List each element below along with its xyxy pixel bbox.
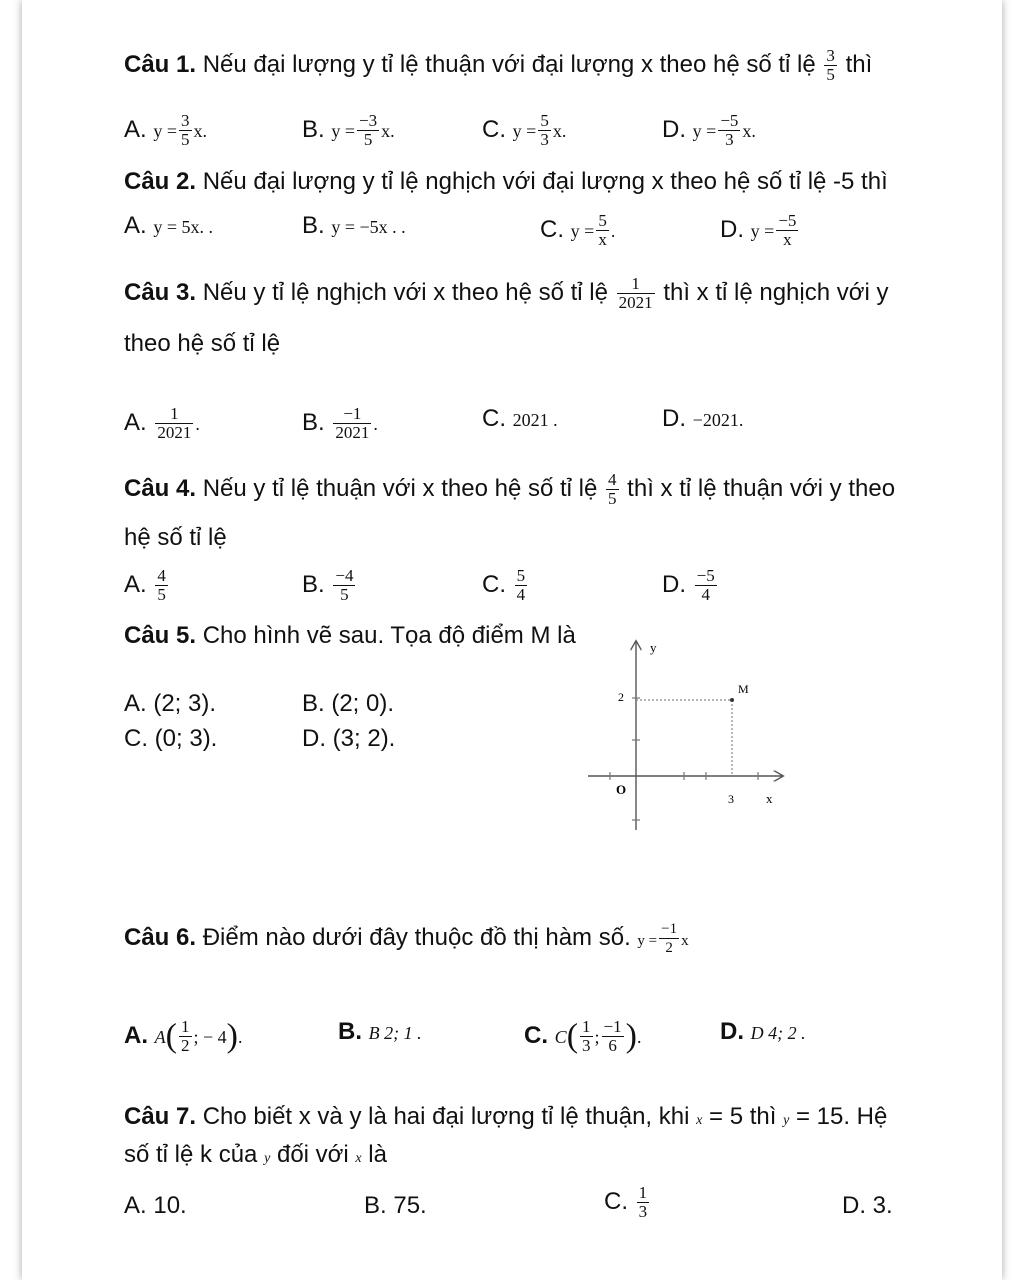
q6-option-d[interactable]: D. D 4; 2 . [720,1018,806,1045]
coordinate-graph [580,630,800,840]
point-m [730,698,734,702]
q6-option-b[interactable]: B. B 2; 1 . [338,1018,422,1045]
question-text: Nếu đại lượng y tỉ lệ nghịch với đại lượng x theo hệ số tỉ lệ -5 thì [202,168,888,195]
q7-option-a[interactable]: A. 10. [124,1192,187,1219]
q5-option-d[interactable]: D. (3; 2). [302,725,396,752]
q1-option-a[interactable]: A. y = $\frac{3}{5}$ x. [124,111,208,149]
question-label: Câu 4. [124,474,197,502]
q6-option-c[interactable]: C. C( $\frac{1}{3}$ ; $\frac{-1}{6}$ ). [524,1017,642,1055]
question-label: Câu 1. [124,50,197,78]
q1-option-c[interactable]: C. y = $\frac{5}{3}$ x. [482,111,567,149]
origin-label: O [616,782,627,797]
fraction: $\frac{4}{5}$ [608,470,617,508]
question-label: Câu 6. [124,923,197,951]
question-text: Nếu y tỉ lệ thuận với x theo hệ số tỉ lệ [202,474,598,502]
q3-option-a[interactable]: A. $\frac{1}{2021}$ . [124,404,200,442]
question-3-line-2: theo hệ số tỉ lệ [124,330,281,357]
q1-option-b[interactable]: B. y = $\frac{-3}{5}$ x. [302,111,395,149]
x-tick-label: 3 [728,792,734,806]
q3-option-b[interactable]: B. $\frac{-1}{2021}$ . [302,404,378,442]
question-1 [124,47,872,84]
question-3 [124,275,889,312]
question-4 [124,471,895,508]
q1-option-d[interactable]: D. y = $\frac{-5}{3}$ x. [662,111,756,149]
q7-option-d[interactable]: D. 3. [842,1192,893,1219]
q2-option-d[interactable]: D. y = $\frac{-5}{x}$ [720,211,797,249]
q2-option-b[interactable]: B. y = −5x . . [302,212,406,239]
q7-option-c[interactable]: C. $\frac{1}{3}$ [604,1183,648,1221]
question-5 [124,622,576,650]
q3-option-d[interactable]: D. −2021. [662,405,744,432]
q5-option-b[interactable]: B. (2; 0). [302,690,395,717]
question-6: Câu 6. Điểm nào dưới đây thuộc đồ thị hàm số. y = $\frac{-1}{2}$ x [124,921,689,956]
q4-option-c[interactable]: C. $\frac{5}{4}$ [482,566,526,604]
question-text-tail: thì x tỉ lệ nghịch với y [663,278,889,306]
question-2 [124,168,888,196]
question-text: Nếu y tỉ lệ nghịch với x theo hệ số tỉ lệ [202,278,608,306]
q5-option-a[interactable]: A. (2; 3). [124,690,217,717]
fraction: $\frac{3}{5}$ [826,46,835,84]
q4-option-d[interactable]: D. $\frac{-5}{4}$ [662,566,715,604]
question-label: Câu 2. [124,168,197,195]
question-text: Cho hình vẽ sau. Tọa độ điểm M là [202,622,576,649]
question-4-line-2: hệ số tỉ lệ [124,524,227,551]
x-axis-label: x [766,791,773,806]
question-text-tail: thì [845,50,873,78]
question-text-tail: thì x tỉ lệ thuận với y theo [627,474,896,502]
q6-option-a[interactable]: A. A( $\frac{1}{2}$ ; − 4). [124,1017,243,1055]
q2-option-a[interactable]: A. y = 5x. . [124,212,214,239]
y-axis-label: y [650,640,657,655]
q7-option-b[interactable]: B. 75. [364,1192,427,1219]
question-label: Câu 5. [124,622,197,649]
q4-option-a[interactable]: A. $\frac{4}{5}$ [124,566,166,604]
q5-option-c[interactable]: C. (0; 3). [124,725,218,752]
question-label: Câu 3. [124,278,197,306]
question-7: Câu 7. Cho biết x và y là hai đại lượng tỉ lệ thuận, khi x = 5 thì y = 15. Hệ [124,1103,888,1130]
question-text: Nếu đại lượng y tỉ lệ thuận với đại lượng x theo hệ số tỉ lệ [202,50,816,78]
question-7-line-2: số tỉ lệ k của y đối với x là [124,1141,387,1168]
q2-option-c[interactable]: C. y = $\frac{5}{x}$ . [540,211,616,249]
question-label: Câu 7. [124,1103,197,1130]
y-tick-label: 2 [618,690,624,704]
q4-option-b[interactable]: B. $\frac{-4}{5}$ [302,566,354,604]
question-text: Điểm nào dưới đây thuộc đồ thị hàm số. [202,923,631,951]
fraction: $\frac{1}{2021}$ [618,274,653,312]
point-m-label: M [738,682,749,696]
q3-option-c[interactable]: C. 2021 . [482,405,558,432]
